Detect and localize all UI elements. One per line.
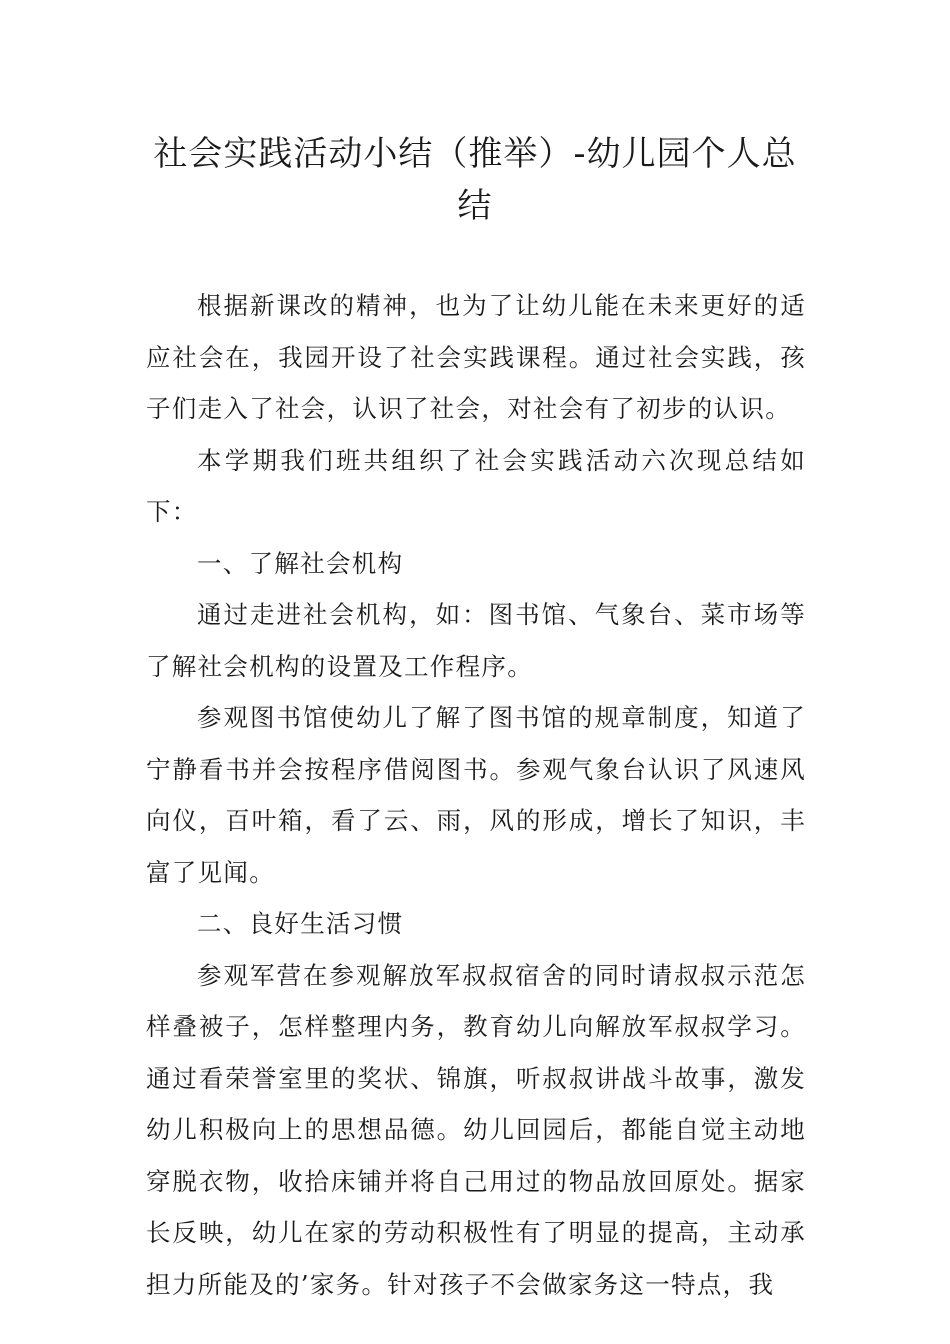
section-heading-2: 二、良好生活习惯: [197, 909, 404, 938]
paragraph-summary-lead: 本学期我们班共组织了社会实践活动六次现总结如下：: [146, 445, 806, 526]
paragraph-intro: 根据新课改的精神，也为了让幼儿能在未来更好的适应社会在，我园开设了社会实践课程。通过社会实践，孩子们走入了社会，认识了社会，对社会有了初步的认识。: [146, 291, 806, 423]
paragraph-library-weather: 参观图书馆使幼儿了解了图书馆的规章制度，知道了宁静看书并会按程序借阅图书。参观气象台认识了风速风向仪，百叶箱，看了云、雨，风的形成，增长了知识，丰富了见闻。: [146, 703, 806, 887]
paragraph-institutions: 通过走进社会机构，如：图书馆、气象台、菜市场等了解社会机构的设置及工作程序。: [146, 600, 806, 681]
section-heading-1: 一、了解社会机构: [197, 548, 404, 578]
document-title: 社会实践活动小结（推举）-幼儿园个人总结: [153, 134, 797, 226]
document-body: [146, 280, 806, 1310]
paragraph-barracks: 参观军营在参观解放军叔叔宿舍的同时请叔叔示范怎样叠被子，怎样整理内务，教育幼儿向解放军叔叔学习。通过看荣誉室里的奖状、锦旗，听叔叔讲战斗故事，激发幼儿积极向上的思想品德。幼儿回园后，都能自觉主动地穿脱衣物，收拾床铺并将自己用过的物品放回原处。据家长反映，幼儿在家的劳动积极性有了明显的提高，主动承担力所能及的’家务。针对孩子不会做家务这一特点，我: [146, 960, 806, 1299]
